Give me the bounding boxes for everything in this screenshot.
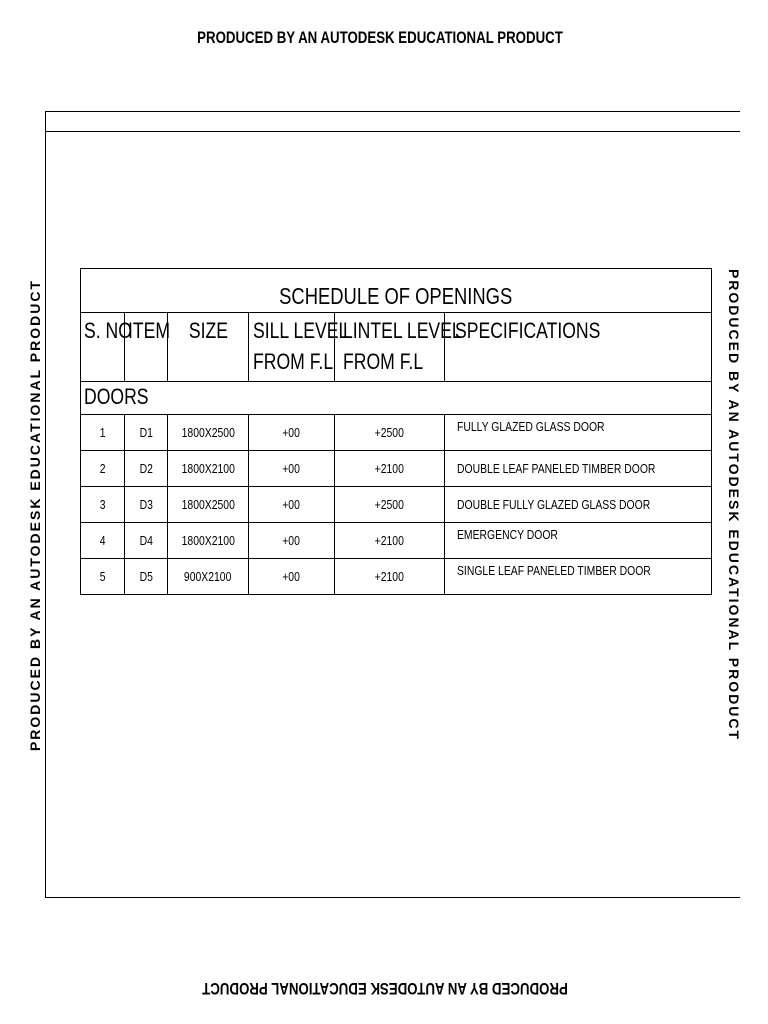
frame-title-line bbox=[45, 131, 740, 132]
schedule-title: SCHEDULE OF OPENINGS bbox=[81, 269, 712, 313]
group-doors: DOORS bbox=[81, 382, 712, 415]
header-item: ITEM bbox=[125, 313, 168, 382]
cell-size: 1800X2500 bbox=[181, 425, 235, 440]
cell-lintel: +2100 bbox=[374, 569, 405, 584]
cell-item: D3 bbox=[139, 497, 153, 512]
watermark-top: PRODUCED BY AN AUTODESK EDUCATIONAL PRODUCT bbox=[197, 28, 563, 47]
cell-sill: +00 bbox=[282, 461, 301, 476]
header-row bbox=[81, 313, 712, 382]
cell-item: D4 bbox=[139, 533, 153, 548]
cell-lintel: +2500 bbox=[374, 425, 405, 440]
header-sill-level: SILL LEVEL FROM F.L bbox=[249, 313, 335, 382]
table-row bbox=[81, 415, 712, 451]
watermark-left: PRODUCED BY AN AUTODESK EDUCATIONAL PRODUCT bbox=[27, 278, 43, 752]
cell-size: 1800X2100 bbox=[181, 533, 235, 548]
cell-spec: SINGLE LEAF PANELED TIMBER DOOR bbox=[457, 563, 651, 578]
cell-size: 1800X2100 bbox=[181, 461, 235, 476]
cell-item: D5 bbox=[139, 569, 153, 584]
cell-sill: +00 bbox=[282, 569, 301, 584]
cell-sill: +00 bbox=[282, 533, 301, 548]
header-size: SIZE bbox=[168, 313, 249, 382]
cell-item: D1 bbox=[139, 425, 153, 440]
cell-size: 900X2100 bbox=[184, 569, 232, 584]
cell-spec: DOUBLE LEAF PANELED TIMBER DOOR bbox=[457, 461, 656, 476]
frame-top-line bbox=[45, 111, 740, 112]
cell-sno: 1 bbox=[99, 425, 106, 440]
cell-spec: FULLY GLAZED GLASS DOOR bbox=[457, 419, 605, 434]
cell-sill: +00 bbox=[282, 497, 301, 512]
cell-sno: 2 bbox=[99, 461, 106, 476]
cell-sno: 4 bbox=[99, 533, 106, 548]
frame-left-line bbox=[45, 111, 46, 898]
table-row bbox=[81, 451, 712, 487]
cell-lintel: +2500 bbox=[374, 497, 405, 512]
table-row bbox=[81, 487, 712, 523]
cell-lintel: +2100 bbox=[374, 461, 405, 476]
cell-sno: 3 bbox=[99, 497, 106, 512]
header-specifications: SPECIFICATIONS bbox=[445, 313, 712, 382]
table-row bbox=[81, 559, 712, 595]
cell-sno: 5 bbox=[99, 569, 106, 584]
schedule-table bbox=[80, 268, 712, 595]
frame-bottom-line bbox=[45, 897, 740, 898]
watermark-right: PRODUCED BY AN AUTODESK EDUCATIONAL PRODUCT bbox=[726, 268, 742, 742]
cell-item: D2 bbox=[139, 461, 153, 476]
table-row bbox=[81, 523, 712, 559]
cell-sill: +00 bbox=[282, 425, 301, 440]
cell-spec: DOUBLE FULLY GLAZED GLASS DOOR bbox=[457, 497, 651, 512]
cell-size: 1800X2500 bbox=[181, 497, 235, 512]
watermark-bottom: PRODUCED BY AN AUTODESK EDUCATIONAL PRODUCT bbox=[202, 979, 568, 998]
header-sno: S. NO bbox=[81, 313, 125, 382]
cell-lintel: +2100 bbox=[374, 533, 405, 548]
cell-spec: EMERGENCY DOOR bbox=[457, 527, 558, 542]
header-lintel-level: LINTEL LEVEL FROM F.L bbox=[335, 313, 445, 382]
